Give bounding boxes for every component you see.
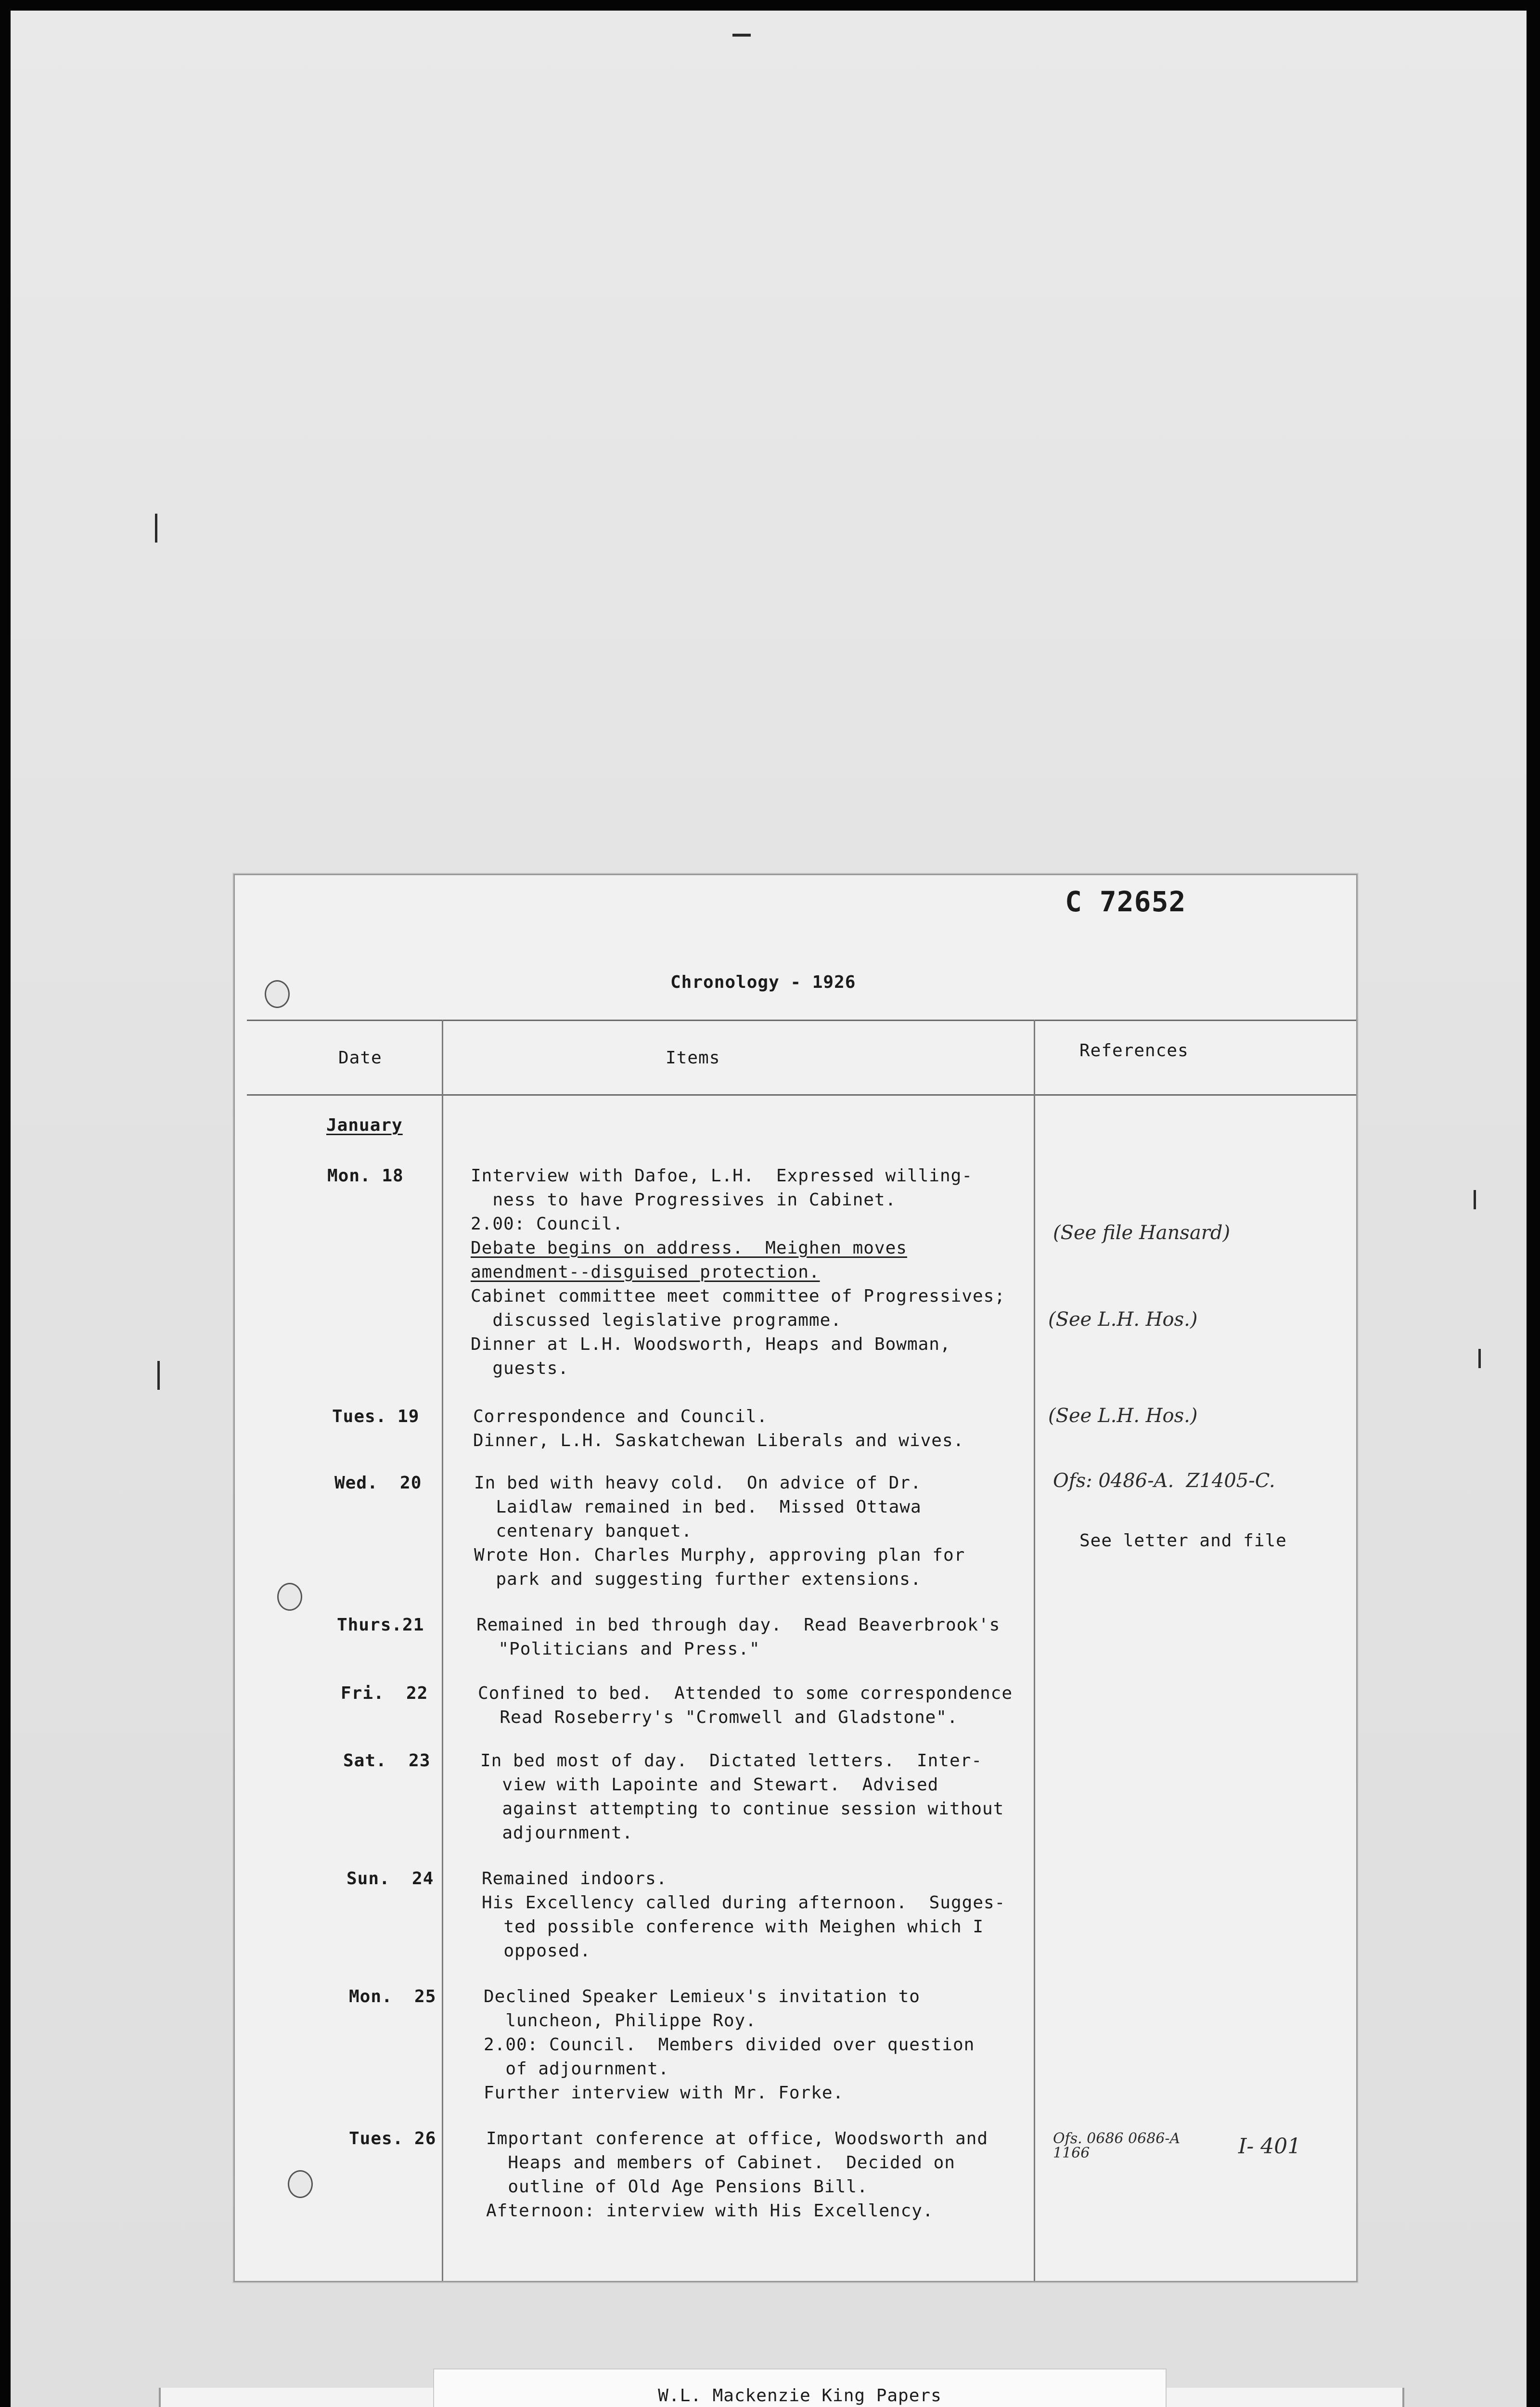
film-speck [155, 514, 157, 543]
entry-line: Declined Speaker Lemieux's invitation to [484, 1987, 920, 2006]
entry-line: against attempting to continue session without [480, 1799, 1004, 1819]
entry-line: ted possible conference with Meighen which I [482, 1917, 984, 1937]
reference-note: I- 401 [1238, 2134, 1301, 2159]
entry-date: Sat. 23 [343, 1751, 431, 1771]
entry-line: His Excellency called during afternoon. Sugges- [482, 1893, 1006, 1913]
reference-note: Ofs: 0486-A. Z1405-C. [1053, 1470, 1275, 1492]
header-top-rule [247, 1020, 1356, 1021]
reference-note: (See file Hansard) [1053, 1222, 1231, 1244]
entry-line: "Politicians and Press." [476, 1639, 760, 1659]
entry-line: 2.00: Council. [471, 1214, 624, 1234]
entry-line: Remained indoors. [482, 1869, 667, 1889]
entry-line: In bed with heavy cold. On advice of Dr. [474, 1473, 922, 1493]
film-speck [1478, 1349, 1481, 1368]
entry-line: guests. [471, 1359, 569, 1378]
punch-hole [265, 980, 290, 1008]
film-speck [157, 1361, 160, 1390]
entry-line: discussed legislative programme. [471, 1310, 842, 1330]
page-title: Chronology - 1926 [670, 972, 856, 992]
entry-line: Read Roseberry's "Cromwell and Gladstone". [478, 1708, 958, 1727]
entry-line: ness to have Progressives in Cabinet. [471, 1190, 897, 1210]
catalogue-number: C 72652 [1065, 885, 1186, 918]
punch-hole [277, 1583, 302, 1611]
month-label: January [326, 1115, 403, 1135]
entry-line: Further interview with Mr. Forke. [484, 2083, 844, 2103]
entry-date: Mon. 18 [327, 1166, 404, 1186]
items-column-header: Items [666, 1048, 720, 1068]
collection-label [433, 2368, 1167, 2407]
collection-name: W.L. Mackenzie King Papers [658, 2386, 942, 2406]
chronology-sheet [233, 874, 1358, 2282]
entry-line: opposed. [482, 1941, 591, 1961]
reference-note: Ofs. 0686 0686-A 1166 [1053, 2130, 1181, 2161]
punch-hole [288, 2170, 313, 2198]
entry-line: luncheon, Philippe Roy. [484, 2011, 757, 2031]
entry-line: Heaps and members of Cabinet. Decided on [486, 2153, 955, 2173]
entry-line: Confined to bed. Attended to some correspondence [478, 1683, 1013, 1703]
entry-line: Laidlaw remained in bed. Missed Ottawa [474, 1497, 922, 1517]
entry-line: outline of Old Age Pensions Bill. [486, 2177, 868, 2197]
entry-line: Interview with Dafoe, L.H. Expressed willing- [471, 1166, 973, 1186]
header-bottom-rule [247, 1094, 1356, 1096]
date-column-header: Date [338, 1048, 382, 1068]
film-speck [1474, 1190, 1476, 1209]
column-divider [442, 1020, 443, 2281]
entry-line: Afternoon: interview with His Excellency. [486, 2201, 934, 2221]
entry-line: Remained in bed through day. Read Beaverbrook's [476, 1615, 1001, 1635]
entry-line: of adjournment. [484, 2059, 669, 2079]
entry-date: Thurs.21 [337, 1615, 424, 1635]
entry-line: Dinner, L.H. Saskatchewan Liberals and wives. [473, 1431, 964, 1450]
entry-line: 2.00: Council. Members divided over question [484, 2035, 975, 2055]
entry-line: In bed most of day. Dictated letters. Inter- [480, 1751, 982, 1771]
entry-line: Dinner at L.H. Woodsworth, Heaps and Bowman, [471, 1334, 951, 1354]
entry-line: Wrote Hon. Charles Murphy, approving plan for [474, 1545, 965, 1565]
entry-date: Tues. 26 [349, 2129, 436, 2148]
entry-date: Mon. 25 [349, 1987, 436, 2006]
entry-line: Cabinet committee meet committee of Progressives; [471, 1286, 1006, 1306]
entry-line: centenary banquet. [474, 1521, 693, 1541]
entry-line: adjournment. [480, 1823, 633, 1843]
entry-line: Important conference at office, Woodsworth and [486, 2129, 988, 2148]
entry-date: Sun. 24 [346, 1869, 434, 1889]
entry-date: Fri. 22 [341, 1683, 428, 1703]
entry-line: Correspondence and Council. [473, 1407, 768, 1426]
entry-date: Tues. 19 [332, 1407, 420, 1426]
references-column-header: References [1079, 1041, 1189, 1061]
film-speck [732, 34, 751, 37]
reference-note: (See L.H. Hos.) [1048, 1405, 1198, 1427]
entry-line: view with Lapointe and Stewart. Advised [480, 1775, 939, 1795]
entry-line: Debate begins on address. Meighen moves [471, 1238, 907, 1258]
entry-line: amendment--disguised protection. [471, 1262, 820, 1282]
entry-line: park and suggesting further extensions. [474, 1569, 922, 1589]
column-divider [1034, 1020, 1035, 2281]
reference-note: See letter and file [1079, 1531, 1287, 1551]
reference-note: (See L.H. Hos.) [1048, 1308, 1198, 1331]
entry-date: Wed. 20 [334, 1473, 422, 1493]
